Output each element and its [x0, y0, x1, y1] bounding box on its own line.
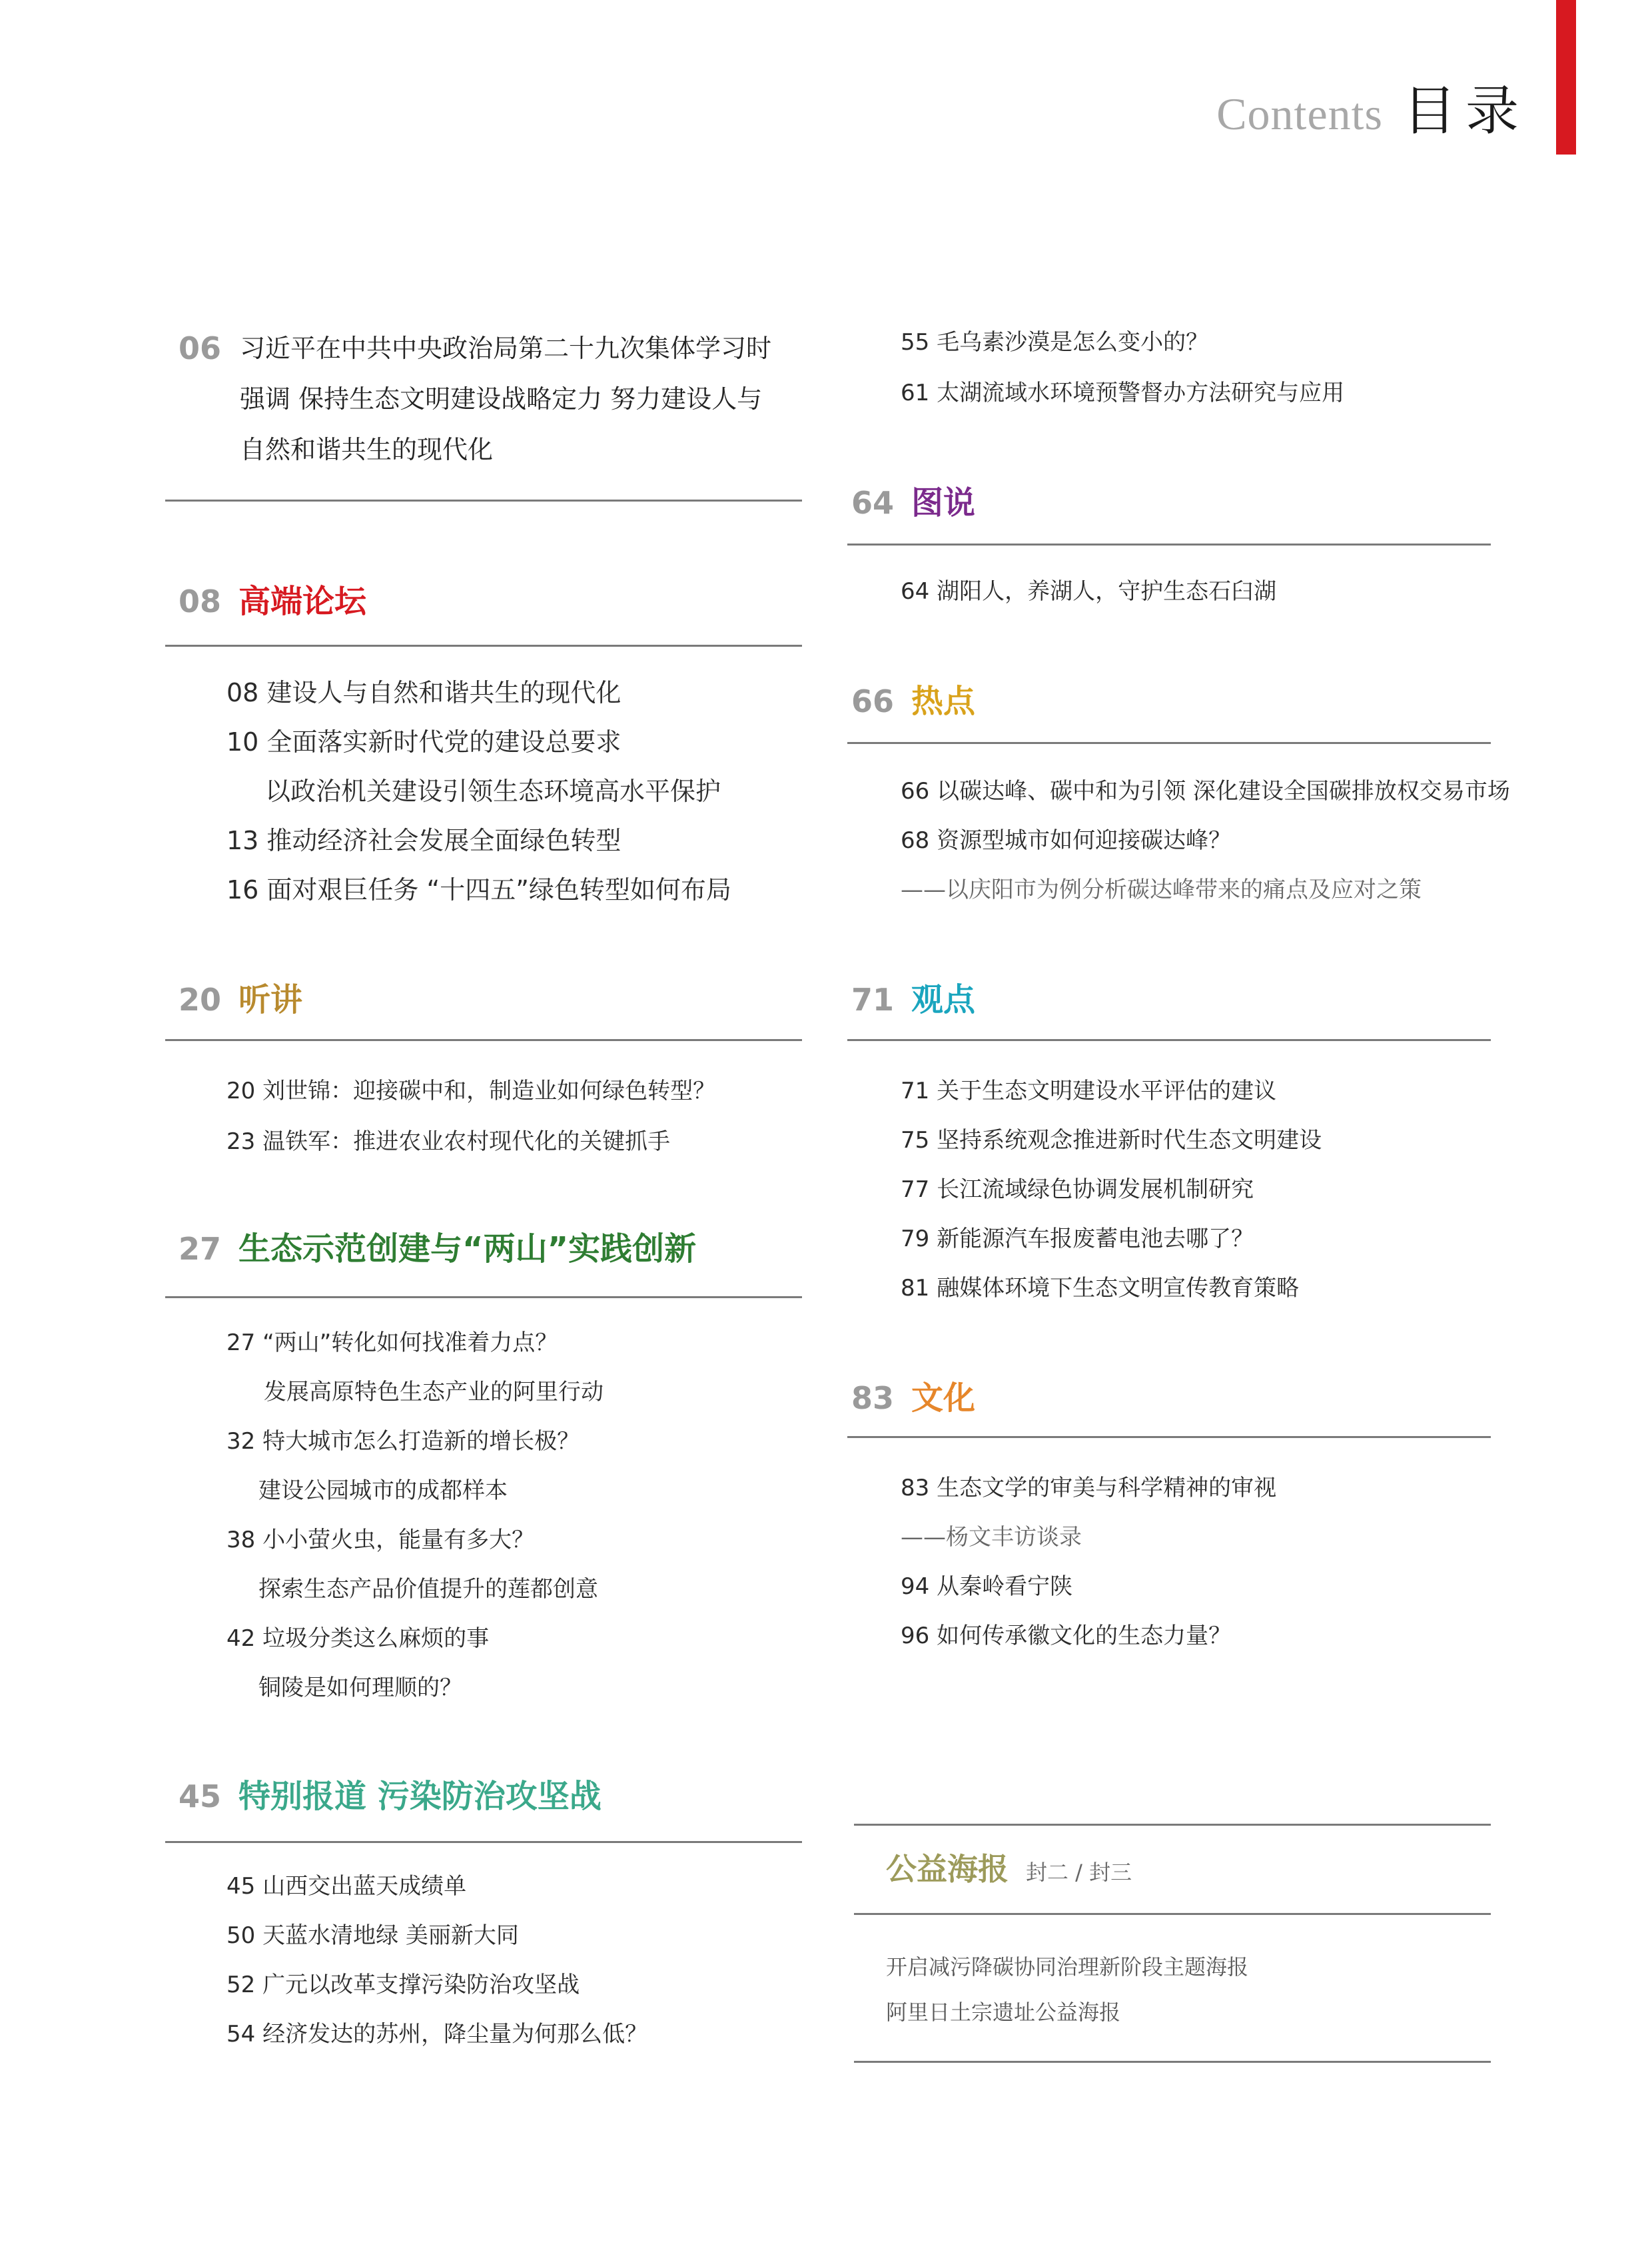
- toc-item[interactable]: 54 经济发达的苏州，降尘量为何那么低？: [226, 2021, 648, 2048]
- page-header: [1216, 68, 1528, 145]
- toc-item[interactable]: 32 特大城市怎么打造新的增长极？: [226, 1428, 580, 1455]
- divider: [854, 1913, 1491, 1915]
- toc-item[interactable]: 94 从秦岭看宁陕: [901, 1573, 1073, 1600]
- poster-item[interactable]: 阿里日土宗遗址公益海报: [886, 2000, 1121, 2025]
- toc-item[interactable]: 42 垃圾分类这么麻烦的事: [226, 1625, 490, 1652]
- section-header-64[interactable]: [851, 477, 975, 523]
- toc-item[interactable]: 52 广元以改革支撑污染防治攻坚战: [226, 1972, 580, 1998]
- toc-item[interactable]: 10 全面落实新时代党的建设总要求: [226, 727, 621, 757]
- feature-line: 习近平在中共中央政治局第二十九次集体学习时: [240, 334, 772, 363]
- section-title: 文化: [911, 1379, 976, 1417]
- header-english: Contents: [1216, 89, 1383, 139]
- poster-item[interactable]: 开启减污降碳协同治理新阶段主题海报: [886, 1954, 1249, 1980]
- toc-item[interactable]: 71 关于生态文明建设水平评估的建议: [901, 1078, 1277, 1104]
- divider: [847, 1436, 1491, 1438]
- toc-item[interactable]: 83 生态文学的审美与科学精神的审视: [901, 1475, 1277, 1501]
- poster-section-header[interactable]: [886, 1845, 1132, 1889]
- divider: [165, 1296, 802, 1298]
- section-number: 71: [851, 982, 895, 1018]
- toc-item[interactable]: 77 长江流域绿色协调发展机制研究: [901, 1176, 1254, 1203]
- toc-item-subtitle[interactable]: ——以庆阳市为例分析碳达峰带来的痛点及应对之策: [901, 877, 1422, 903]
- section-number: 08: [179, 583, 222, 619]
- toc-item[interactable]: 64 湖阳人，养湖人，守护生态石臼湖: [901, 578, 1277, 605]
- toc-item[interactable]: 68 资源型城市如何迎接碳达峰？: [901, 827, 1232, 854]
- section-header-45[interactable]: [179, 1770, 602, 1816]
- feature-line: 强调 保持生态文明建设战略定力 努力建设人与: [240, 384, 763, 414]
- toc-item-subtitle[interactable]: 建设公园城市的成都样本: [258, 1477, 508, 1504]
- section-header-83[interactable]: [851, 1372, 975, 1418]
- divider: [847, 742, 1491, 744]
- divider: [847, 1039, 1491, 1041]
- toc-item[interactable]: 50 天蓝水清地绿 美丽新大同: [226, 1922, 519, 1949]
- toc-item-subtitle[interactable]: 探索生态产品价值提升的莲都创意: [258, 1576, 598, 1603]
- section-header-27[interactable]: [179, 1223, 696, 1269]
- divider: [847, 544, 1491, 546]
- section-number: 64: [851, 485, 895, 521]
- toc-item[interactable]: 45 山西交出蓝天成绩单: [226, 1873, 467, 1900]
- section-header-08[interactable]: [179, 575, 366, 621]
- toc-item-subtitle[interactable]: ——杨文丰访谈录: [901, 1524, 1082, 1551]
- section-header-71[interactable]: [851, 974, 975, 1020]
- divider: [165, 500, 802, 502]
- toc-item[interactable]: 23 温铁军：推进农业农村现代化的关键抓手: [226, 1128, 671, 1155]
- toc-item[interactable]: 27 “两山”转化如何找准着力点？: [226, 1329, 558, 1356]
- section-header-66[interactable]: [851, 675, 975, 721]
- toc-item[interactable]: 79 新能源汽车报废蓄电池去哪了？: [901, 1226, 1254, 1252]
- toc-item-subtitle[interactable]: 铜陵是如何理顺的？: [258, 1675, 462, 1701]
- toc-item-subtitle[interactable]: 发展高原特色生态产业的阿里行动: [264, 1379, 604, 1405]
- section-number: 66: [851, 683, 895, 719]
- section-title: 特别报道 污染防治攻坚战: [238, 1778, 602, 1815]
- section-title: 高端论坛: [238, 583, 367, 620]
- divider: [854, 2061, 1491, 2063]
- divider: [165, 1039, 802, 1041]
- toc-item[interactable]: 75 坚持系统观念推进新时代生态文明建设: [901, 1127, 1322, 1154]
- toc-item[interactable]: 16 面对艰巨任务 “十四五”绿色转型如何布局: [226, 875, 731, 905]
- section-title: 听讲: [238, 981, 303, 1018]
- toc-item[interactable]: 08 建设人与自然和谐共生的现代化: [226, 678, 621, 707]
- toc-item[interactable]: 55 毛乌素沙漠是怎么变小的？: [901, 329, 1209, 356]
- section-title: 热点: [911, 683, 976, 720]
- section-number: 27: [179, 1231, 222, 1267]
- toc-item[interactable]: 20 刘世锦：迎接碳中和，制造业如何绿色转型？: [226, 1078, 716, 1104]
- section-title: 图说: [911, 484, 976, 522]
- section-header-20[interactable]: [179, 974, 302, 1020]
- section-title: 公益海报: [886, 1851, 1009, 1887]
- section-title: 观点: [911, 981, 976, 1018]
- toc-item[interactable]: 66 以碳达峰、碳中和为引领 深化建设全国碳排放权交易市场: [901, 778, 1510, 805]
- feature-line: 自然和谐共生的现代化: [240, 435, 494, 464]
- section-number: 45: [179, 1778, 222, 1814]
- poster-pages: 封二 / 封三: [1026, 1860, 1132, 1885]
- section-number: 20: [179, 982, 222, 1018]
- divider: [165, 645, 802, 647]
- toc-item-subtitle[interactable]: 以政治机关建设引领生态环境高水平保护: [265, 777, 721, 806]
- divider: [854, 1824, 1491, 1826]
- toc-item[interactable]: 96 如何传承徽文化的生态力量？: [901, 1623, 1232, 1649]
- toc-item[interactable]: 38 小小萤火虫，能量有多大？: [226, 1527, 535, 1553]
- divider: [165, 1841, 802, 1843]
- toc-item[interactable]: 81 融媒体环境下生态文明宣传教育策略: [901, 1275, 1300, 1302]
- feature-page-number: 06: [179, 330, 222, 366]
- section-title: 生态示范创建与“两山”实践创新: [238, 1230, 697, 1268]
- toc-item[interactable]: 61 太湖流域水环境预警督办方法研究与应用: [901, 380, 1345, 406]
- red-accent-bar: [1556, 0, 1576, 155]
- section-number: 83: [851, 1380, 895, 1416]
- toc-item[interactable]: 13 推动经济社会发展全面绿色转型: [226, 826, 621, 855]
- header-chinese: 目录: [1403, 80, 1528, 142]
